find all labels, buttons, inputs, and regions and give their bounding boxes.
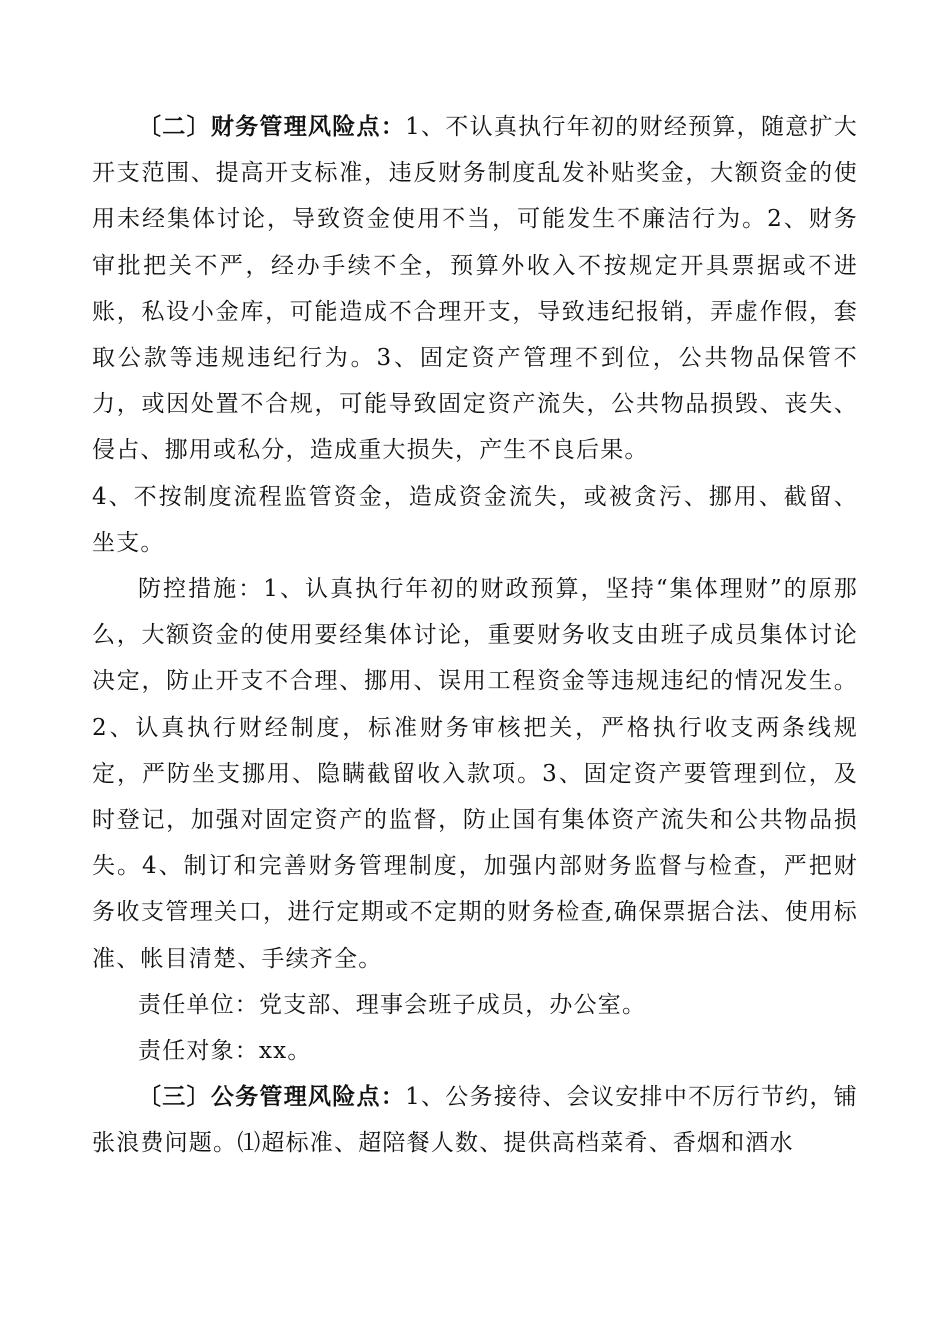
finance-risk-body: 1、不认真执行年初的财经预算，随意扩大开支范围、提高开支标准，违反财务制度乱发补贴奖金，大额资金的使用未经集体讨论，导致资金使用不当，可能发生不廉洁行为。2、财务审批把关不严，经办手续不全，预算外收入不按规定开具票据或不进账，私设小金库，可能造成不合理开支，导致违纪报销，弄虚作假，套取公款等违规违纪行为。3、固定资产管理不到位，公共物品保管不力，或因处置不合规，可能导致固定资产流失，公共物品损毁、丧失、侵占、挪用或私分，造成重大损失，产生不良后果。: [92, 114, 859, 464]
section-heading-affairs-risk: 〔三〕公务管理风险点：: [138, 1083, 406, 1111]
finance-risk-paragraph-cont: 4、不按制度流程监管资金，造成资金流失，或被贪污、挪用、截留、坐支。: [92, 483, 858, 556]
affairs-risk-paragraph: [92, 1074, 858, 1166]
responsible-unit: 责任单位：党支部、理事会班子成员，办公室。: [138, 991, 647, 1018]
affairs-risk-body: 1、公务接待、会议安排中不厉行节约，铺张浪费问题。⑴超标准、超陪餐人数、提供高档菜肴、香烟和酒水: [92, 1084, 859, 1157]
finance-risk-paragraph: [92, 104, 858, 474]
finance-measures-paragraph: 防控措施：1、认真执行年初的财政预算，坚持“集体理财”的原那么，大额资金的使用要经集体讨论，重要财务收支由班子成员集体讨论决定，防止开支不合理、挪用、误用工程资金等违规违纪的情况发生。2、认真执行财经制度，标准财务审核把关，严格执行收支两条线规定，严防坐支挪用、隐瞒截留收入款项。3、固定资产要管理到位，及时登记，加强对固定资产的监督，防止国有集体资产流失和公共物品损失。4、制订和完善财务管理制度，加强内部财务监督与检查，严把财务收支管理关口，进行定期或不定期的财务检查,确保票据合法、使用标准、帐目清楚、手续齐全。: [92, 576, 858, 972]
responsible-target: 责任对象：xx。: [138, 1038, 312, 1065]
section-heading-finance-risk: 〔二〕财务管理风险点：: [138, 113, 406, 140]
document-page: [92, 104, 858, 1167]
